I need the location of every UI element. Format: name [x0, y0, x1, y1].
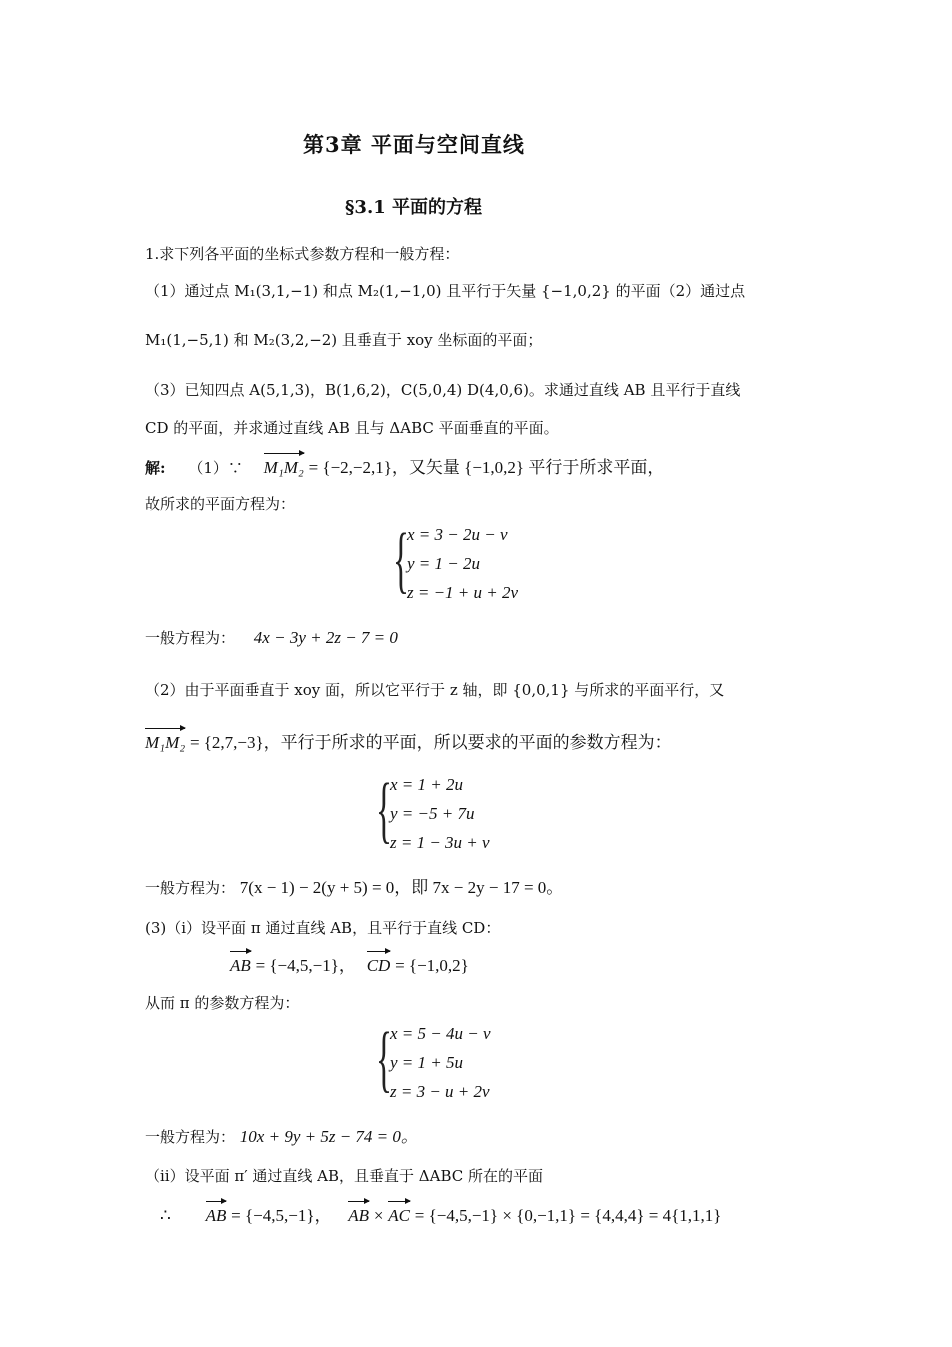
vector-ac: AC	[388, 1206, 410, 1226]
general-equation-2	[145, 878, 563, 898]
solution-3-i: (3)（ⅰ）设平面 π 通过直线 AB，且平行于直线 CD：	[145, 919, 501, 937]
general-equation-1-value: 4x − 3y + 2z − 7 = 0	[253, 628, 398, 647]
general-equation-2-value: 7(x − 1) − 2(y + 5) = 0，即 7x − 2y − 17 = 0。	[239, 878, 564, 897]
general-equation-3-label: 一般方程为：	[145, 1128, 236, 1146]
vector-cd-value: = {−1,0,2}	[395, 956, 469, 975]
solution-1-line	[145, 458, 664, 478]
therefore-symbol: ∴	[160, 1206, 171, 1225]
system-2-row-z: z = 1 − 3u + v	[390, 833, 490, 852]
system-3-row-x: x = 5 − 4u − v	[390, 1024, 491, 1043]
solution-1-text: = {−2,−2,1}，又矢量 {−1,0,2} 平行于所求平面，	[308, 458, 665, 477]
vector-cd: CD	[367, 956, 391, 976]
solution-2-line-1: （2）由于平面垂直于 xoy 面，所以它平行于 z 轴，即 {0,0,1} 与所求的平面平行，又	[145, 681, 725, 699]
problem-3-line-1: （3）已知四点 A(5,1,3)，B(1,6,2)，C(5,0,4) D(4,0,6)。求通过直线 AB 且平行于直线	[145, 381, 741, 399]
left-brace-icon: {	[393, 519, 409, 601]
system-3-row-y: y = 1 + 5u	[390, 1053, 463, 1072]
vector-ab-value: = {−4,5,−1}，	[255, 956, 356, 975]
times-symbol: ×	[373, 1206, 384, 1225]
vector-m1m2-2: M₁M₂	[145, 733, 185, 753]
solution-label: 解:	[145, 459, 166, 477]
vectors-ab-cd	[230, 956, 469, 976]
general-equation-1-label: 一般方程为：	[145, 629, 236, 647]
general-equation-2-label: 一般方程为：	[145, 879, 236, 897]
system-1-row-z: z = −1 + u + 2v	[407, 583, 519, 602]
system-2-row-x: x = 1 + 2u	[390, 775, 463, 794]
section-title: §3.1 平面的方程	[345, 197, 482, 218]
system-2-row-y: y = −5 + 7u	[390, 804, 475, 823]
solution-1-line-2: 故所求的平面方程为：	[145, 495, 296, 513]
vector-ab: AB	[230, 956, 251, 976]
solution-3-param-label: 从而 π 的参数方程为：	[145, 994, 300, 1012]
system-1-row-x: x = 3 − 2u − v	[407, 525, 508, 544]
left-brace-icon: {	[376, 1018, 392, 1100]
problem-1-line-2: M₁(1,−5,1) 和 M₂(3,2,−2) 且垂直于 xoy 坐标面的平面；	[145, 331, 543, 349]
left-brace-icon: {	[376, 769, 392, 851]
problem-1-line-1: （1）通过点 M₁(3,1,−1) 和点 M₂(1,−1,0) 且平行于矢量 {−1,0,2} 的平面（2）通过点	[145, 282, 746, 300]
chapter-title: 第3章 平面与空间直线	[303, 132, 525, 157]
parametric-system-1	[393, 519, 553, 605]
solution-3-ii: （ⅱ）设平面 π′ 通过直线 AB，且垂直于 ΔABC 所在的平面	[145, 1167, 544, 1185]
general-equation-1	[145, 628, 398, 648]
problem-intro: 1.求下列各平面的坐标式参数方程和一般方程：	[145, 245, 460, 263]
cross-product-line	[160, 1206, 721, 1226]
solution-1-prefix: （1）∵	[188, 459, 243, 477]
system-1-row-y: y = 1 − 2u	[407, 554, 480, 573]
vector-ab-last: AB	[206, 1206, 227, 1226]
solution-2-text: = {2,7,−3}，平行于所求的平面，所以要求的平面的参数方程为：	[189, 733, 672, 752]
general-equation-3	[145, 1127, 418, 1147]
system-3-row-z: z = 3 − u + 2v	[390, 1082, 490, 1101]
vector-ab-cross: AB	[348, 1206, 369, 1226]
cross-product-value: = {−4,5,−1} × {0,−1,1} = {4,4,4} = 4{1,1,1}	[414, 1206, 722, 1225]
solution-2-line-2	[145, 733, 672, 753]
vector-m1m2: M₁M₂	[264, 458, 304, 478]
problem-3-line-2: CD 的平面，并求通过直线 AB 且与 ΔABC 平面垂直的平面。	[145, 419, 559, 437]
general-equation-3-value: 10x + 9y + 5z − 74 = 0。	[239, 1127, 418, 1146]
vector-ab-last-value: = {−4,5,−1}，	[231, 1206, 332, 1225]
parametric-system-2	[376, 769, 536, 855]
parametric-system-3	[376, 1018, 536, 1104]
